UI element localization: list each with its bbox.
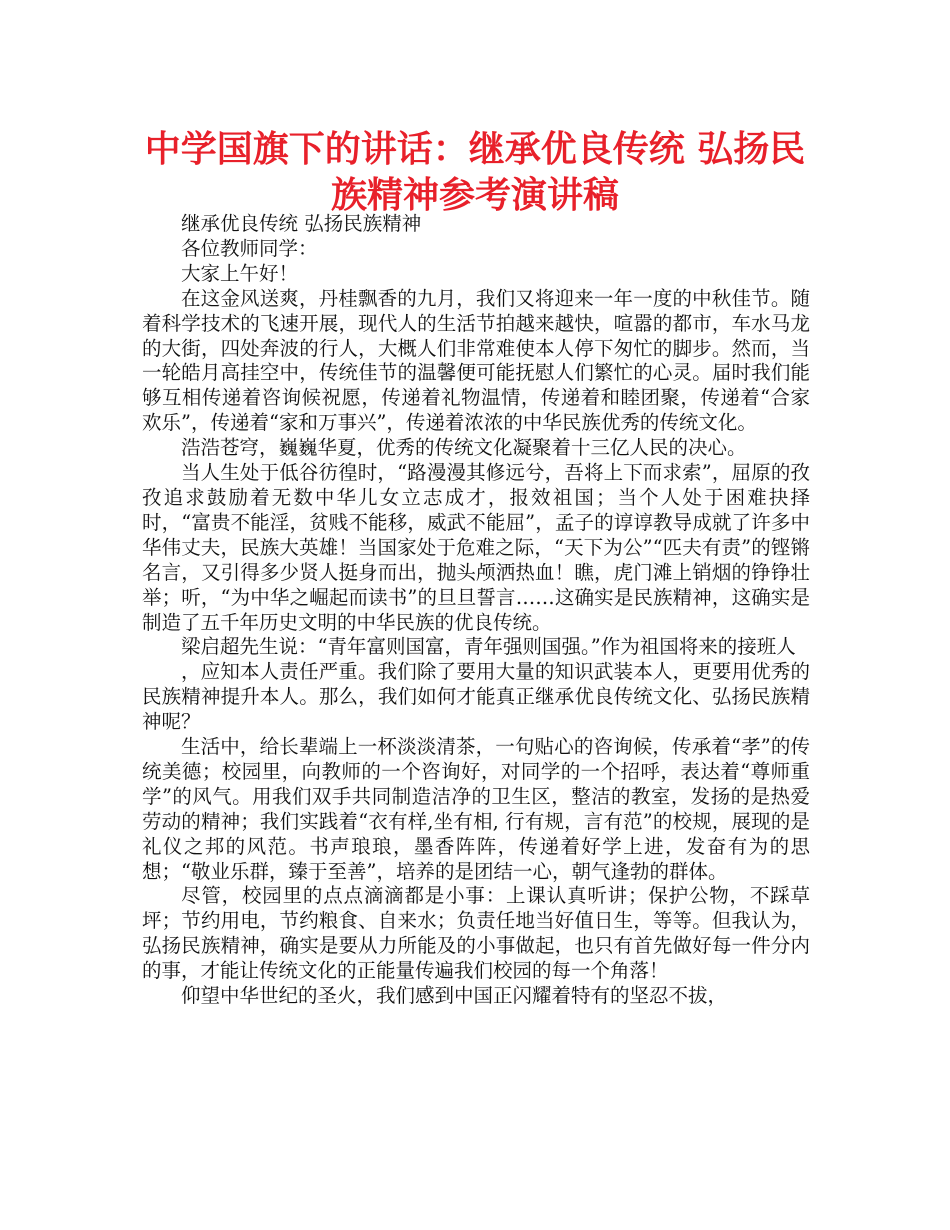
document-title-line-2: 族精神参考演讲稿 xyxy=(330,175,619,216)
subtitle-paragraph: 继承优良传统 弘扬民族精神 xyxy=(181,212,422,235)
body-paragraph: 生活中，给长辈端上一杯淡淡清茶，一句贴心的咨询候，传承着“孝”的传统美德；校园里，向教师的一个咨询好，对同学的一个招呼，表达着“尊师重学”的风气。用我们双手共同制造洁净的卫生区，整洁的教室，发扬的是热爱劳动的精神；我们实践着“衣有样,坐有相, 行有规，言有范”的校规，展现的是礼仪之邦的风范。书声琅琅，墨香阵阵，传递着好学上进，发奋有为的思想；“敬业乐群，臻于至善”，培养的是团结一心，朝气逢勃的群体。 xyxy=(142,735,810,883)
body-paragraph: 当人生处于低谷彷徨时，“路漫漫其修远兮，吾将上下而求索”，屈原的孜孜追求鼓励着无数中华儿女立志成才，报效祖国；当个人处于困难抉择时，“富贵不能淫，贫贱不能移，威武不能屈”，孟子的谆谆教导成就了许多中华伟丈夫，民族大英雄！当国家处于危难之际，“天下为公”“匹夫有责”的铿锵名言，又引得多少贤人挺身而出，抛头颅洒热血！瞧，虎门滩上销烟的铮铮壮举；听，“为中华之崛起而读书”的旦旦誓言……这确实是民族精神，这确实是制造了五千年历史文明的中华民族的优良传统。 xyxy=(142,461,810,634)
body-paragraph: 在这金风送爽，丹桂飘香的九月，我们又将迎来一年一度的中秋佳节。随着科学技术的飞速开展，现代人的生活节拍越来越快，喧嚣的都市，车水马龙的大街，四处奔波的行人，大概人们非常难使本人停下匆忙的脚步。然而，当一轮皓月高挂空中，传统佳节的温馨便可能抚慰人们繁忙的心灵。届时我们能够互相传递着咨询候祝愿，传递着礼物温情，传递着和睦团聚，传递着“合家欢乐”，传递着“家和万事兴”，传递着浓浓的中华民族优秀的传统文化。 xyxy=(142,286,810,435)
body-paragraph: 浩浩苍穹，巍巍华夏，优秀的传统文化凝聚着十三亿人民的决心。 xyxy=(181,436,747,460)
document-body xyxy=(142,212,810,1009)
body-paragraph: ，应知本人责任严重。我们除了要用大量的知识武装本人，更要用优秀的民族精神提升本人。那么，我们如何才能真正继承优良传统文化、弘扬民族精神呢？ xyxy=(142,660,810,734)
body-paragraph: 梁启超先生说：“青年富则国富，青年强则国强。”作为祖国将来的接班人 xyxy=(181,635,796,659)
document-title-line-1: 中学国旗下的讲话：继承优良传统 弘扬民 xyxy=(144,129,806,170)
body-paragraph: 尽管，校园里的点点滴滴都是小事：上课认真听讲；保护公物，不踩草坪；节约用电，节约粮食、自来水；负责任地当好值日生，等等。但我认为，弘扬民族精神，确实是要从力所能及的小事做起，也只有首先做好每一件分内的事，才能让传统文化的正能量传遍我们校园的每一个角落！ xyxy=(142,884,810,983)
body-paragraph: 仰望中华世纪的圣火，我们感到中国正闪耀着特有的坚忍不拔， xyxy=(181,984,728,1008)
greeting-paragraph: 大家上午好！ xyxy=(181,261,299,285)
salutation-paragraph: 各位教师同学： xyxy=(181,236,318,260)
